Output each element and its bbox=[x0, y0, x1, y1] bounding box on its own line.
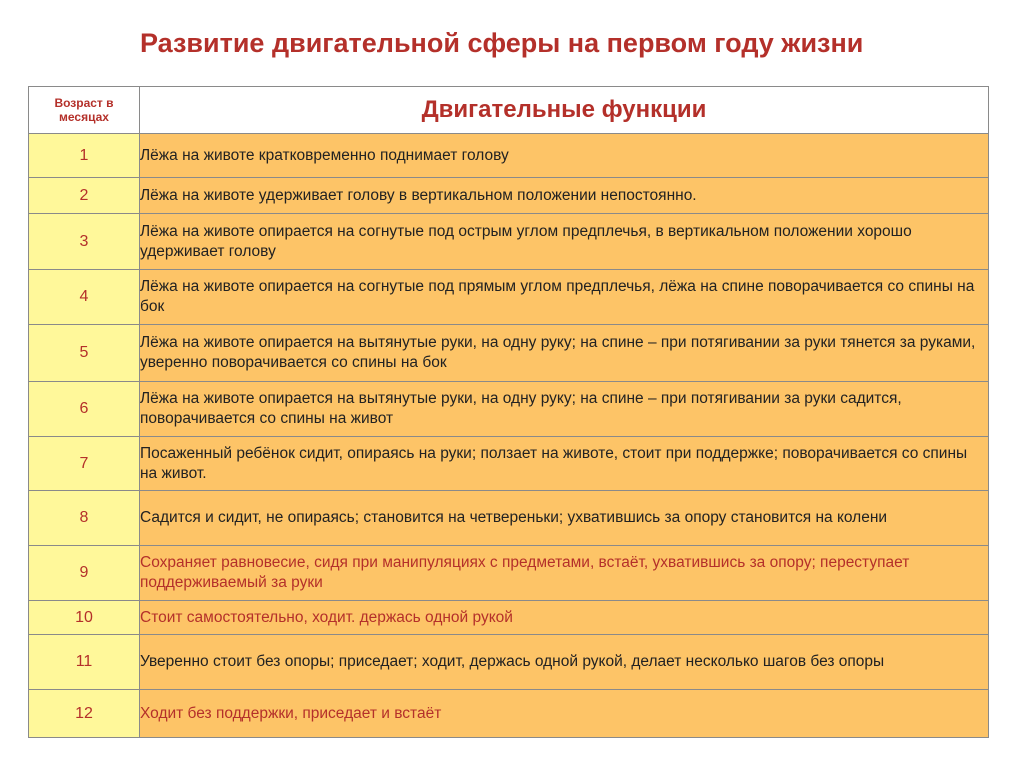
age-cell: 3 bbox=[29, 214, 140, 270]
table-row bbox=[29, 546, 989, 601]
age-cell: 6 bbox=[29, 382, 140, 437]
table-row bbox=[29, 134, 989, 178]
function-cell: Лёжа на животе удерживает голову в вертикальном положении непостоянно. bbox=[140, 178, 989, 214]
age-cell: 5 bbox=[29, 325, 140, 382]
function-cell: Стоит самостоятельно, ходит. держась одной рукой bbox=[140, 601, 989, 635]
age-cell: 11 bbox=[29, 635, 140, 690]
table-row bbox=[29, 690, 989, 738]
table-row bbox=[29, 491, 989, 546]
table-row bbox=[29, 270, 989, 325]
motor-development-table bbox=[28, 86, 989, 738]
table-row bbox=[29, 382, 989, 437]
table-row bbox=[29, 635, 989, 690]
age-cell: 9 bbox=[29, 546, 140, 601]
age-cell: 2 bbox=[29, 178, 140, 214]
table-row bbox=[29, 601, 989, 635]
table-row bbox=[29, 437, 989, 491]
header-functions: Двигательные функции bbox=[140, 87, 989, 134]
function-cell: Лёжа на животе опирается на согнутые под острым углом предплечья, в вертикальном положении хорошо удерживает голову bbox=[140, 214, 989, 270]
function-cell: Лёжа на животе кратковременно поднимает голову bbox=[140, 134, 989, 178]
function-cell: Ходит без поддержки, приседает и встаёт bbox=[140, 690, 989, 738]
age-cell: 4 bbox=[29, 270, 140, 325]
header-age: Возраст в месяцах bbox=[29, 87, 140, 134]
age-cell: 8 bbox=[29, 491, 140, 546]
function-cell: Лёжа на животе опирается на согнутые под прямым углом предплечья, лёжа на спине поворачивается со спины на бок bbox=[140, 270, 989, 325]
function-cell: Садится и сидит, не опираясь; становится на четвереньки; ухватившись за опору становится на колени bbox=[140, 491, 989, 546]
function-cell: Лёжа на животе опирается на вытянутые руки, на одну руку; на спине – при потягивании за руки тянется за руками, уверенно поворачивается со спины на бок bbox=[140, 325, 989, 382]
page-title: Развитие двигательной сферы на первом году жизни bbox=[140, 28, 864, 58]
age-cell: 12 bbox=[29, 690, 140, 738]
table-row bbox=[29, 178, 989, 214]
table-row bbox=[29, 325, 989, 382]
function-cell: Посаженный ребёнок сидит, опираясь на руки; ползает на животе, стоит при поддержке; поворачивается со спины на живот. bbox=[140, 437, 989, 491]
function-cell: Сохраняет равновесие, сидя при манипуляциях с предметами, встаёт, ухватившись за опору; переступает поддерживаемый за руки bbox=[140, 546, 989, 601]
age-cell: 1 bbox=[29, 134, 140, 178]
table-row bbox=[29, 214, 989, 270]
function-cell: Лёжа на животе опирается на вытянутые руки, на одну руку; на спине – при потягивании за руки садится, поворачивается со спины на живот bbox=[140, 382, 989, 437]
age-cell: 7 bbox=[29, 437, 140, 491]
table-header-row bbox=[29, 87, 989, 134]
function-cell: Уверенно стоит без опоры; приседает; ходит, держась одной рукой, делает несколько шагов без опоры bbox=[140, 635, 989, 690]
age-cell: 10 bbox=[29, 601, 140, 635]
